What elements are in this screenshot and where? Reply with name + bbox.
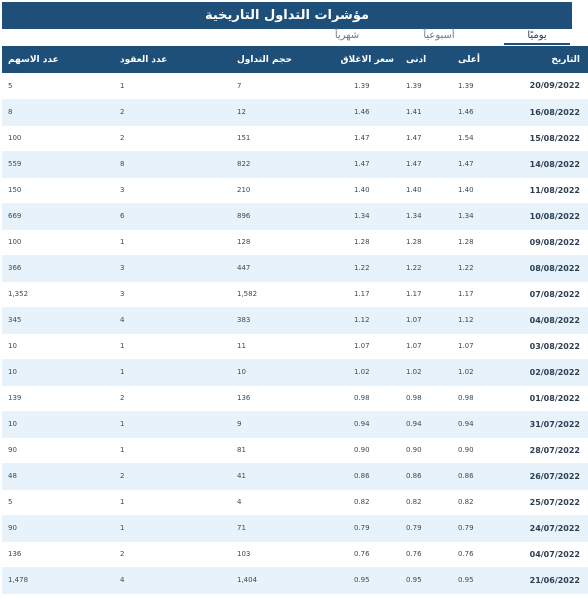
- cell-shares: 5: [2, 73, 114, 99]
- cell-high: 1.07: [452, 333, 504, 359]
- cell-close: 0.90: [348, 437, 400, 463]
- cell-contracts: 2: [114, 99, 231, 125]
- cell-contracts: 2: [114, 385, 231, 411]
- tab-daily[interactable]: يوميًا: [504, 29, 570, 45]
- cell-contracts: 1: [114, 73, 231, 99]
- cell-low: 0.95: [400, 567, 452, 593]
- cell-high: 0.79: [452, 515, 504, 541]
- cell-high: 1.54: [452, 125, 504, 151]
- table-row: [2, 463, 588, 489]
- cell-shares: 10: [2, 411, 114, 437]
- cell-close: 0.82: [348, 489, 400, 515]
- cell-low: 1.22: [400, 255, 452, 281]
- cell-date: 31/07/2022: [504, 411, 588, 437]
- cell-contracts: 1: [114, 229, 231, 255]
- cell-shares: 345: [2, 307, 114, 333]
- cell-date: 16/08/2022: [504, 99, 588, 125]
- cell-low: 0.79: [400, 515, 452, 541]
- cell-high: 1.28: [452, 229, 504, 255]
- cell-date: 03/08/2022: [504, 333, 588, 359]
- table-row: [2, 99, 588, 125]
- cell-shares: 1,478: [2, 567, 114, 593]
- cell-shares: 10: [2, 333, 114, 359]
- column-header-close[interactable]: سعر الاغلاق: [340, 54, 394, 65]
- cell-volume: 210: [231, 177, 348, 203]
- cell-low: 0.76: [400, 541, 452, 567]
- cell-close: 0.98: [348, 385, 400, 411]
- cell-contracts: 1: [114, 359, 231, 385]
- cell-shares: 139: [2, 385, 114, 411]
- cell-high: 1.34: [452, 203, 504, 229]
- cell-shares: 366: [2, 255, 114, 281]
- table-row: [2, 411, 588, 437]
- cell-high: 1.46: [452, 99, 504, 125]
- cell-contracts: 1: [114, 515, 231, 541]
- cell-date: 04/07/2022: [504, 541, 588, 567]
- cell-volume: 103: [231, 541, 348, 567]
- cell-contracts: 1: [114, 437, 231, 463]
- cell-high: 0.98: [452, 385, 504, 411]
- cell-date: 07/08/2022: [504, 281, 588, 307]
- column-header-date[interactable]: التاريخ: [551, 54, 580, 65]
- cell-contracts: 2: [114, 541, 231, 567]
- cell-shares: 100: [2, 229, 114, 255]
- cell-close: 1.02: [348, 359, 400, 385]
- cell-contracts: 1: [114, 333, 231, 359]
- cell-low: 1.39: [400, 73, 452, 99]
- table-row: [2, 203, 588, 229]
- cell-low: 1.47: [400, 151, 452, 177]
- table-row: [2, 229, 588, 255]
- cell-volume: 383: [231, 307, 348, 333]
- cell-low: 0.98: [400, 385, 452, 411]
- table-row: [2, 177, 588, 203]
- cell-low: 0.94: [400, 411, 452, 437]
- cell-low: 0.86: [400, 463, 452, 489]
- table-row: [2, 151, 588, 177]
- period-tabs: [200, 29, 572, 45]
- cell-date: 08/08/2022: [504, 255, 588, 281]
- table-row: [2, 515, 588, 541]
- cell-contracts: 4: [114, 307, 231, 333]
- cell-high: 1.02: [452, 359, 504, 385]
- cell-shares: 5: [2, 489, 114, 515]
- cell-low: 1.34: [400, 203, 452, 229]
- cell-low: 1.02: [400, 359, 452, 385]
- cell-high: 1.40: [452, 177, 504, 203]
- cell-volume: 11: [231, 333, 348, 359]
- cell-high: 1.22: [452, 255, 504, 281]
- cell-date: 02/08/2022: [504, 359, 588, 385]
- cell-contracts: 3: [114, 281, 231, 307]
- table-row: [2, 281, 588, 307]
- cell-close: 1.22: [348, 255, 400, 281]
- cell-volume: 151: [231, 125, 348, 151]
- cell-high: 1.17: [452, 281, 504, 307]
- cell-shares: 100: [2, 125, 114, 151]
- cell-date: 09/08/2022: [504, 229, 588, 255]
- cell-close: 1.28: [348, 229, 400, 255]
- cell-high: 0.82: [452, 489, 504, 515]
- table-body: [2, 73, 588, 593]
- cell-high: 1.47: [452, 151, 504, 177]
- column-header-contracts[interactable]: عدد العقود: [120, 54, 168, 65]
- column-header-low[interactable]: ادنى: [406, 54, 427, 65]
- cell-volume: 128: [231, 229, 348, 255]
- cell-low: 1.47: [400, 125, 452, 151]
- cell-low: 1.41: [400, 99, 452, 125]
- cell-high: 0.94: [452, 411, 504, 437]
- cell-volume: 71: [231, 515, 348, 541]
- cell-contracts: 3: [114, 255, 231, 281]
- cell-volume: 1,582: [231, 281, 348, 307]
- cell-contracts: 6: [114, 203, 231, 229]
- cell-shares: 90: [2, 515, 114, 541]
- cell-shares: 669: [2, 203, 114, 229]
- cell-high: 0.76: [452, 541, 504, 567]
- cell-shares: 48: [2, 463, 114, 489]
- cell-date: 20/09/2022: [504, 73, 588, 99]
- cell-low: 0.82: [400, 489, 452, 515]
- table-row: [2, 359, 588, 385]
- cell-close: 0.76: [348, 541, 400, 567]
- cell-high: 0.90: [452, 437, 504, 463]
- cell-volume: 41: [231, 463, 348, 489]
- cell-shares: 150: [2, 177, 114, 203]
- cell-volume: 447: [231, 255, 348, 281]
- cell-volume: 136: [231, 385, 348, 411]
- cell-contracts: 1: [114, 411, 231, 437]
- cell-date: 04/08/2022: [504, 307, 588, 333]
- table-row: [2, 125, 588, 151]
- cell-contracts: 1: [114, 489, 231, 515]
- table-row: [2, 73, 588, 99]
- cell-date: 21/06/2022: [504, 567, 588, 593]
- cell-close: 1.40: [348, 177, 400, 203]
- cell-date: 01/08/2022: [504, 385, 588, 411]
- cell-close: 1.47: [348, 125, 400, 151]
- cell-close: 1.39: [348, 73, 400, 99]
- cell-contracts: 2: [114, 463, 231, 489]
- cell-shares: 1,352: [2, 281, 114, 307]
- table-header-row: [2, 46, 588, 73]
- widget-title: مؤشرات التداول التاريخية: [2, 2, 572, 29]
- table-row: [2, 437, 588, 463]
- cell-volume: 822: [231, 151, 348, 177]
- cell-volume: 1,404: [231, 567, 348, 593]
- cell-volume: 9: [231, 411, 348, 437]
- table-row: [2, 541, 588, 567]
- cell-high: 1.12: [452, 307, 504, 333]
- cell-high: 0.95: [452, 567, 504, 593]
- column-header-high[interactable]: أعلى: [458, 54, 481, 65]
- cell-volume: 81: [231, 437, 348, 463]
- cell-volume: 896: [231, 203, 348, 229]
- cell-contracts: 8: [114, 151, 231, 177]
- cell-low: 1.40: [400, 177, 452, 203]
- cell-contracts: 4: [114, 567, 231, 593]
- cell-date: 10/08/2022: [504, 203, 588, 229]
- cell-date: 11/08/2022: [504, 177, 588, 203]
- table-row: [2, 567, 588, 593]
- cell-volume: 7: [231, 73, 348, 99]
- cell-date: 26/07/2022: [504, 463, 588, 489]
- cell-low: 1.17: [400, 281, 452, 307]
- tab-weekly[interactable]: أسبوعياً: [423, 30, 455, 41]
- table-row: [2, 333, 588, 359]
- trading-table: [2, 46, 588, 594]
- cell-low: 1.07: [400, 307, 452, 333]
- cell-close: 0.86: [348, 463, 400, 489]
- cell-date: 25/07/2022: [504, 489, 588, 515]
- table-row: [2, 489, 588, 515]
- table-row: [2, 385, 588, 411]
- cell-close: 1.07: [348, 333, 400, 359]
- cell-date: 15/08/2022: [504, 125, 588, 151]
- column-header-volume[interactable]: حجم التداول: [237, 54, 292, 65]
- cell-volume: 12: [231, 99, 348, 125]
- tab-monthly[interactable]: شهرياً: [334, 30, 360, 41]
- cell-low: 1.28: [400, 229, 452, 255]
- cell-close: 1.12: [348, 307, 400, 333]
- cell-close: 1.17: [348, 281, 400, 307]
- cell-volume: 4: [231, 489, 348, 515]
- cell-shares: 90: [2, 437, 114, 463]
- column-header-shares[interactable]: عدد الاسهم: [8, 54, 59, 65]
- cell-close: 1.46: [348, 99, 400, 125]
- cell-close: 1.34: [348, 203, 400, 229]
- cell-volume: 10: [231, 359, 348, 385]
- cell-close: 0.94: [348, 411, 400, 437]
- cell-contracts: 2: [114, 125, 231, 151]
- cell-shares: 10: [2, 359, 114, 385]
- table-row: [2, 307, 588, 333]
- cell-close: 0.79: [348, 515, 400, 541]
- cell-low: 1.07: [400, 333, 452, 359]
- cell-close: 1.47: [348, 151, 400, 177]
- table-row: [2, 255, 588, 281]
- cell-close: 0.95: [348, 567, 400, 593]
- cell-date: 14/08/2022: [504, 151, 588, 177]
- cell-contracts: 3: [114, 177, 231, 203]
- cell-shares: 136: [2, 541, 114, 567]
- cell-shares: 559: [2, 151, 114, 177]
- cell-low: 0.90: [400, 437, 452, 463]
- cell-date: 28/07/2022: [504, 437, 588, 463]
- cell-high: 1.39: [452, 73, 504, 99]
- cell-shares: 8: [2, 99, 114, 125]
- cell-date: 24/07/2022: [504, 515, 588, 541]
- cell-high: 0.86: [452, 463, 504, 489]
